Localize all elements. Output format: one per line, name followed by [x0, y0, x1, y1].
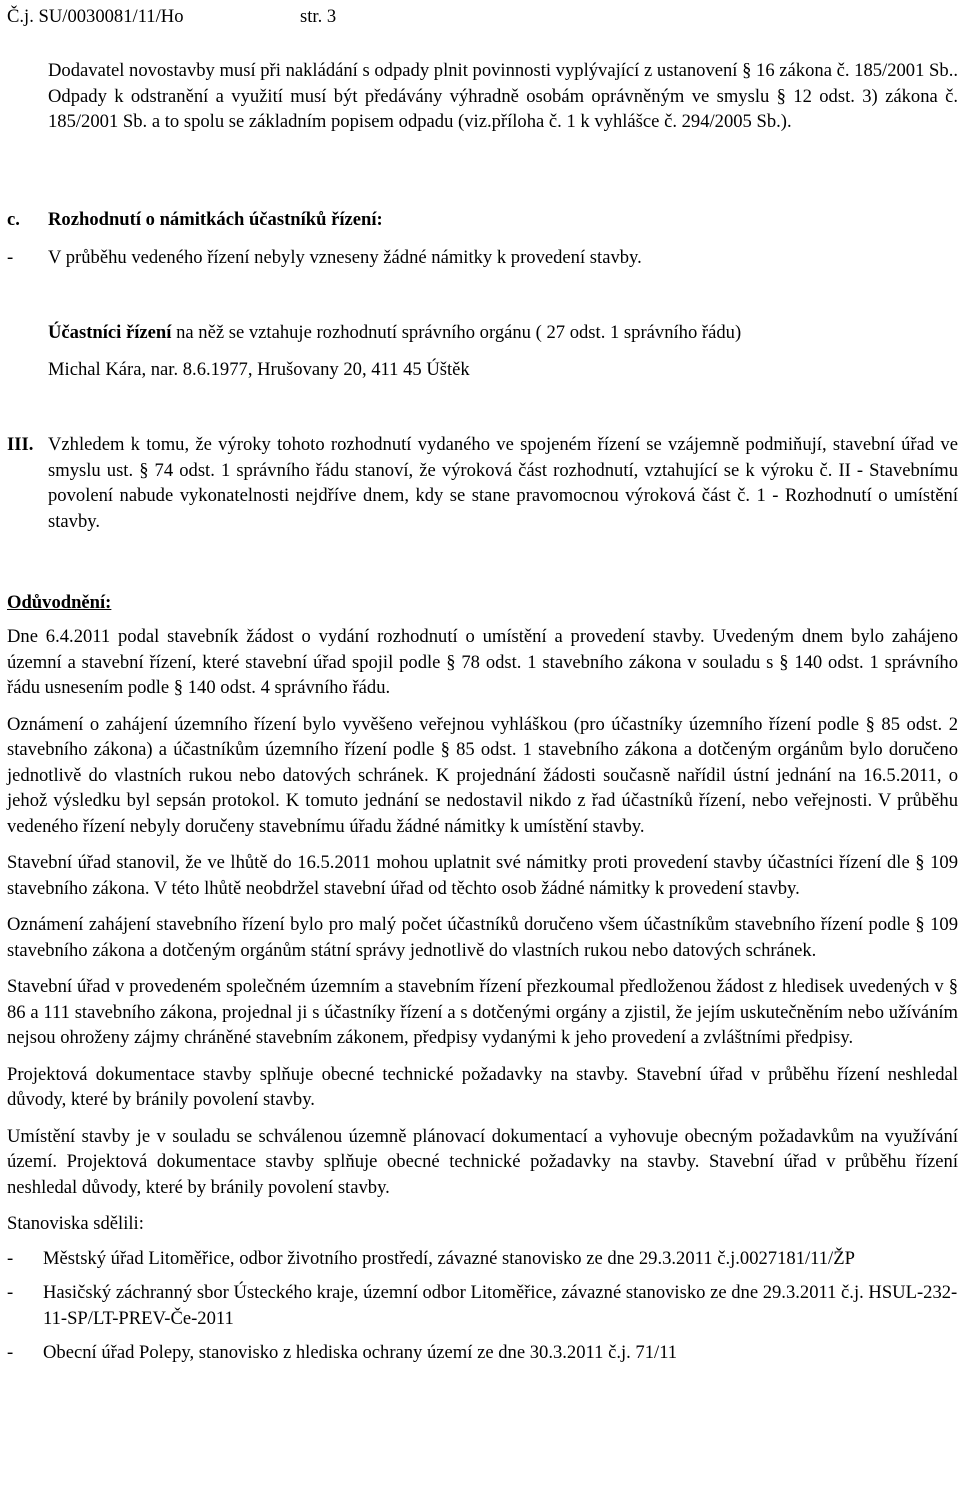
statements-heading: Stanoviska sdělili: — [7, 1213, 144, 1234]
section-c-letter: c. — [7, 209, 20, 230]
dash-marker: - — [7, 247, 14, 268]
section-c-item: V průběhu vedeného řízení nebyly vzneseny žádné námitky k provedení stavby. — [48, 247, 642, 268]
statement-item — [7, 1246, 958, 1272]
dash-marker: - — [7, 1247, 14, 1269]
dash-marker: - — [7, 1282, 14, 1303]
reasoning-body — [7, 624, 958, 1366]
statement-text: Městský úřad Litoměřice, odbor životního prostředí, závazné stanovisko ze dne 29.3.2011 č.j.0027181/11/ŽP — [43, 1247, 855, 1269]
dash-marker: - — [7, 1342, 14, 1363]
statement-text: Obecní úřad Polepy, stanovisko z hlediska ochrany území ze dne 30.3.2011 č.j. 71/11 — [43, 1342, 678, 1363]
reasoning-paragraph: Umístění stavby je v souladu se schválenou územně plánovací dokumentací a vyhovuje obecným požadavkům na využívání území. Projektová dokumentace stavby splňuje obecné technické požadavky na stavby. Stavební úřad v průběhu řízení neshledal důvody, které by bránily povolení stavby. — [7, 1125, 958, 1198]
statement-item — [7, 1340, 958, 1366]
reasoning-paragraph: Stavební úřad v provedeném společném územním a stavebním řízení přezkoumal předloženou žádost z hledisek uvedených v § 86 a 111 stavebního zákona, projednal ji s účastníky řízení a s dotčenými orgány a zjistil, že jejím uskutečněním nebo užíváním nejsou ohroženy zájmy chráněné stavebním zákonem, předpisy vydanými k jeho provedení a zvláštními předpisy. — [7, 976, 958, 1048]
section-iii-text: Vzhledem k tomu, že výroky tohoto rozhodnutí vydaného ve spojeném řízení se vzájemně podmiňují, stavební úřad ve smyslu ust. § 74 odst. 1 správního řádu stanoví, že výroková část rozhodnutí, vztahující se k výroku č. II - Stavebnímu povolení nabude vykonatelnosti nejdříve dnem, kdy se stane pravomocnou výroková část č. 1 - Rozhodnutí o umístění stavby. — [48, 434, 958, 532]
page-number: str. 3 — [300, 6, 337, 27]
statement-item — [7, 1280, 958, 1331]
participants-label: Účastníci řízení — [48, 322, 172, 343]
reasoning-paragraph: Oznámení zahájení stavebního řízení bylo pro malý počet účastníků doručeno všem účastníkům stavebního řízení podle § 109 stavebního zákona a dotčeným orgánům státní správy jednotlivě do vlastních rukou nebo datových schránek. — [7, 914, 958, 961]
intro-paragraph: Dodavatel novostavby musí při nakládání s odpady plnit povinnosti vyplývající z ustanovení § 16 zákona č. 185/2001 Sb.. Odpady k odstranění a využití musí být předávány výhradně osobám oprávněným ve smyslu § 12 odst. 3) zákona č. 185/2001 Sb. a to spolu se základním popisem odpadu (viz.příloha č. 1 k vyhlášce č. 294/2005 Sb.). — [48, 60, 958, 132]
reasoning-paragraph: Stavební úřad stanovil, že ve lhůtě do 16.5.2011 mohou uplatnit své námitky proti provedení stavby účastníci řízení dle § 109 stavebního zákona. V této lhůtě neobdržel stavební úřad od těchto osob žádné námitky k provedení stavby. — [7, 852, 958, 899]
participants-rest: na něž se vztahuje rozhodnutí správního orgánu ( 27 odst. 1 správního řádu) — [171, 322, 742, 343]
reference-number: Č.j. SU/0030081/11/Ho — [7, 6, 184, 27]
reasoning-heading: Odůvodnění: — [7, 592, 112, 613]
reasoning-paragraph: Oznámení o zahájení územního řízení bylo vyvěšeno veřejnou vyhláškou (pro účastníky územního řízení podle § 85 odst. 2 stavebního zákona) a účastníkům územního řízení podle § 85 odst. 1 stavebního zákona a dotčeným orgánům bylo doručeno jednotlivě do vlastních rukou nebo datových schránek. K projednání žádosti současně nařídil ústní jednání na 16.5.2011, o jehož výsledku byl sepsán protokol. K tomuto jednání se nedostavil nikdo z řad účastníků řízení, nebo veřejnosti. V průběhu vedeného řízení nebyly doručeny stavebnímu úřadu žádné námitky k umístění stavby. — [7, 713, 958, 837]
section-c-heading: Rozhodnutí o námitkách účastníků řízení: — [48, 209, 383, 230]
reasoning-paragraph: Dne 6.4.2011 podal stavebník žádost o vydání rozhodnutí o umístění a provedení stavby. Uvedeným dnem bylo zahájeno územní a stavební řízení, které stavební úřad spojil podle § 78 odst. 1 stavebního zákona v souladu s § 140 odst. 1 správního řádu usnesením podle § 140 odst. 4 správního řádu. — [7, 626, 958, 698]
page-header — [7, 4, 337, 30]
participants-line — [48, 320, 958, 346]
reasoning-paragraph: Projektová dokumentace stavby splňuje obecné technické požadavky na stavby. Stavební úřad v průběhu řízení neshledal důvody, které by bránily povolení stavby. — [7, 1063, 958, 1110]
participant-person: Michal Kára, nar. 8.6.1977, Hrušovany 20, 411 45 Úštěk — [48, 359, 470, 380]
statement-text: Hasičský záchranný sbor Ústeckého kraje, územní odbor Litoměřice, závazné stanovisko ze dne 29.3.2011 č.j. HSUL-232-11-SP/LT-PREV-Če-2011 — [43, 1282, 958, 1329]
section-iii-numeral: III. — [7, 434, 34, 455]
